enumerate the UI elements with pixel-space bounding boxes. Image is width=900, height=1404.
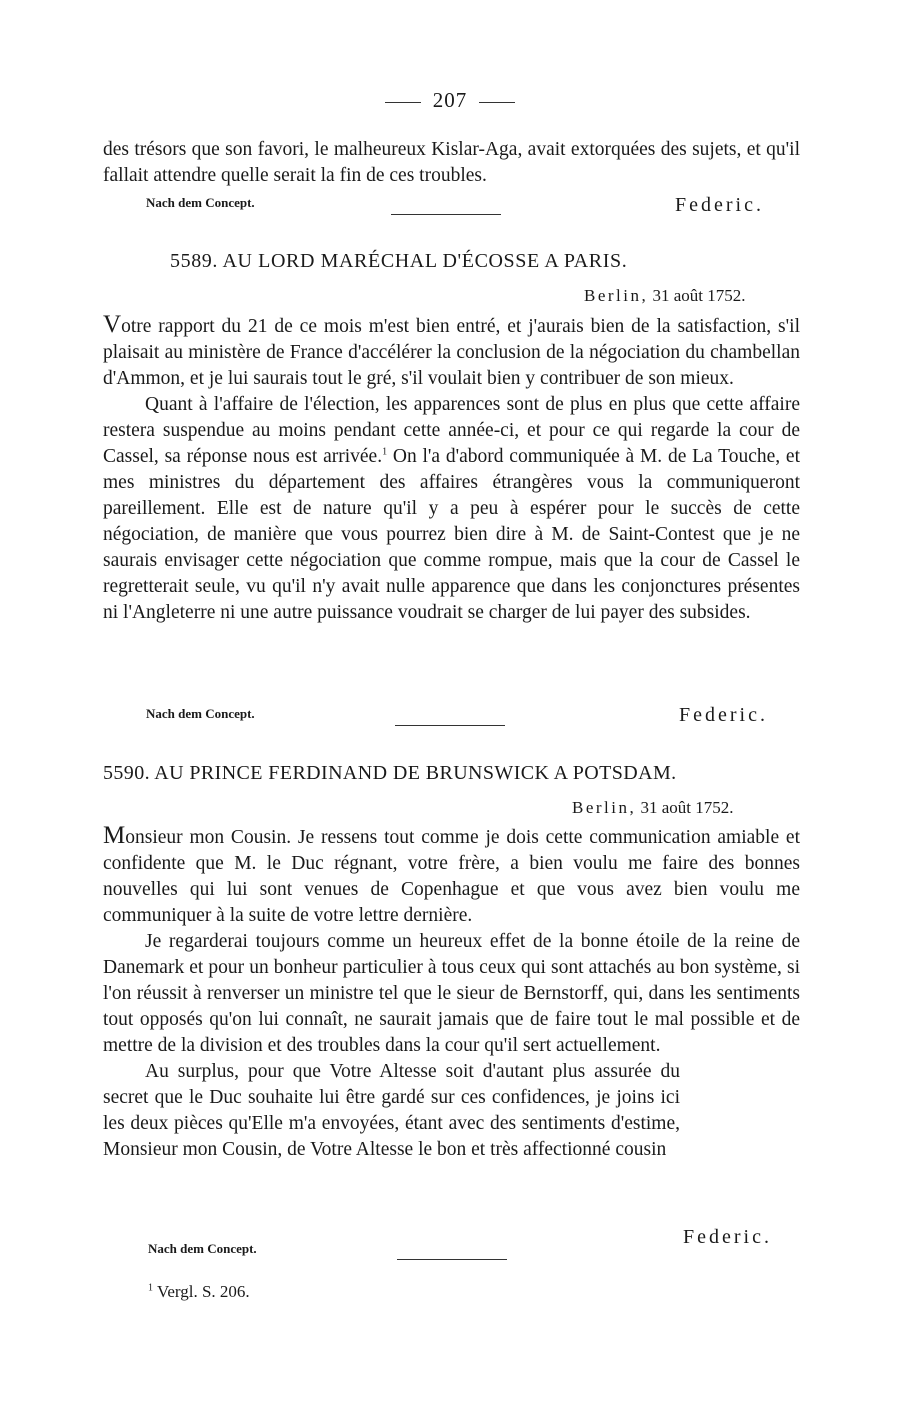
letter-paragraph xyxy=(103,823,800,929)
concept-note: Nach dem Concept. xyxy=(148,1241,257,1256)
page-number: 207 xyxy=(432,88,468,112)
signature: Federic. xyxy=(683,1226,772,1248)
carryover-paragraph: des trésors que son favori, le malheureux Kislar-Aga, avait extorquées des sujets, et qu'il fallait attendre quelle serait la fin de ces troubles. xyxy=(103,139,800,186)
footnote-marker[interactable]: 1 xyxy=(382,446,388,458)
letter-paragraph: Au surplus, pour que Votre Altesse soit d'autant plus assurée du secret que le Duc souhaite lui être gardé sur ces confidences, je joins ici les deux pièces qu'Elle m'a envoyées, étant avec des sentiments d'estime, Monsieur mon Cousin, de Votre Altesse le bon et très affectionné cousin xyxy=(103,1061,680,1160)
letter-paragraph xyxy=(103,312,800,392)
footnote xyxy=(148,1282,250,1302)
signature: Federic. xyxy=(679,704,768,726)
letter-paragraph: Je regarderai toujours comme un heureux effet de la bonne étoile de la reine de Danemark et pour un bonheur particulier à tous ceux qui sont attachés au bon système, si l'on réussit à renverser un ministre tel que le sieur de Bernstorff, qui, dans les sentiments tout opposés qu'on lui connaît, ne saurait jamais que de faire tout le mal possible et de mettre de la division et des troubles dans la cour qu'il sert actuellement. xyxy=(103,931,800,1056)
initial-letter: V xyxy=(103,311,122,338)
section-separator xyxy=(391,214,501,215)
paragraph-text: otre rapport du 21 de ce mois m'est bien entré, et j'aurais bien de la satisfaction, s'il plaisait au ministère de France d'accélérer la conclusion de la négociation du chambellan d'Ammon, et je lui saurais tout le gré, s'il voulait bien y contribuer de son mieux. xyxy=(103,316,800,389)
footnote-number: 1 xyxy=(148,1282,153,1294)
letter-number: 5590. xyxy=(103,762,150,784)
paragraph-text: onsieur mon Cousin. Je ressens tout comme je dois cette communication amiable et confidente que M. le Duc régnant, votre frère, a bien voulu me faire des bonnes nouvelles qui lui sont venues de Copenhague et que vous avez bien voulu me communiquer à la suite de votre lettre dernière. xyxy=(103,827,800,926)
initial-letter: M xyxy=(103,822,126,849)
letter-paragraph xyxy=(103,392,800,626)
letter-date: 31 août 1752. xyxy=(652,286,746,305)
letter-title: AU PRINCE FERDINAND DE BRUNSWICK A POTSDAM. xyxy=(154,762,677,784)
page-number-dash-left xyxy=(385,102,421,103)
page-number-line xyxy=(0,88,900,113)
letter-place: Berlin, xyxy=(572,798,637,817)
section-separator xyxy=(395,725,505,726)
letter-dateline xyxy=(584,286,746,306)
letter-date: 31 août 1752. xyxy=(640,798,734,817)
letter-title: AU LORD MARÉCHAL D'ÉCOSSE A PARIS. xyxy=(222,250,628,272)
letter-number: 5589. xyxy=(170,250,218,272)
signature: Federic. xyxy=(675,194,764,216)
letter-place: Berlin, xyxy=(584,286,649,305)
paragraph-text: On l'a d'abord communiquée à M. de La Touche, et mes ministres du département des affaires étrangères vous la communiqueront pareillement. Elle est de nature qu'il y a peu à espérer pour le succès de cette négociation, de manière que vous pourrez bien dire à M. de Saint-Contest que je ne saurais envisager cette négociation que comme rompue, mais que la cour de Cassel le regretterait seule, vu qu'il n'y avait nulle apparence que dans les conjonctures présentes ni l'Angleterre ni une autre puissance voudrait se charger de lui payer des subsides. xyxy=(103,446,800,623)
letter-heading xyxy=(170,250,627,273)
concept-note: Nach dem Concept. xyxy=(146,195,255,210)
letter-dateline xyxy=(572,798,734,818)
letter-heading xyxy=(103,762,677,785)
letter-body xyxy=(103,823,800,1163)
concept-note: Nach dem Concept. xyxy=(146,706,255,721)
paragraph-text: Quant à l'affaire de l'élection, les apparences sont de plus en plus que cette affaire restera suspendue au moins pendant cette année-ci, et pour ce qui regarde la cour de Cassel, sa réponse nous est arrivée. xyxy=(103,394,800,467)
letter-body xyxy=(103,312,800,626)
section-separator xyxy=(397,1259,507,1260)
carryover-paragraph-block xyxy=(103,137,800,189)
page-number-dash-right xyxy=(479,102,515,103)
footnote-text: Vergl. S. 206. xyxy=(156,1282,250,1301)
